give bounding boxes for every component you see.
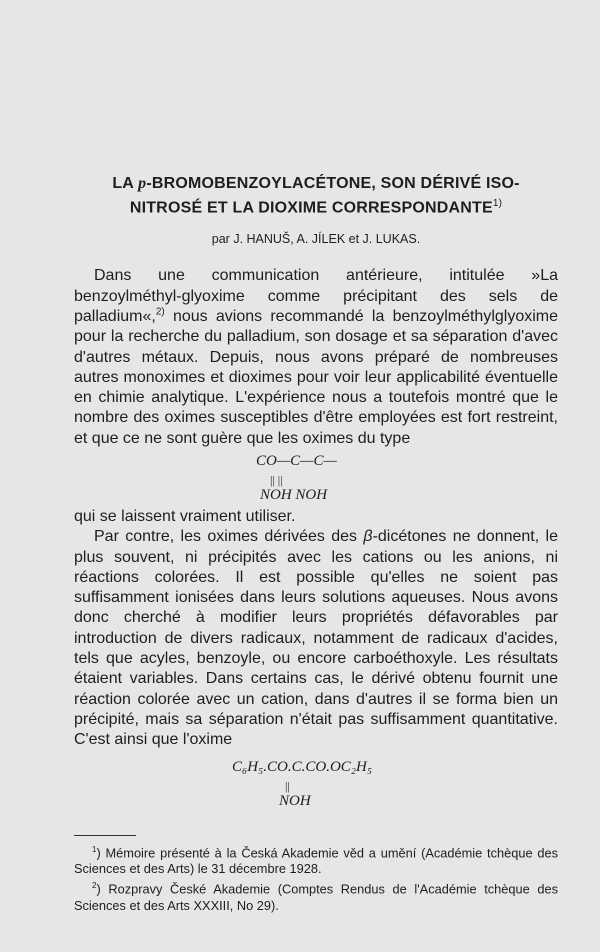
paragraph-2-text: -dicétones ne donnent, le plus souvent, ni précipités avec les cations ou les anions, ni réactions colorées. Il est possible qu'elles ne soient pas suffisamment ionisées dans leurs solutions aqueuses. Nous avons donc cherché à modifier leurs propriétés défavorables par introduction de divers radicaux, notamment de radicaux d'acides, tels que acyles, benzoyle, ou encore carboéthoxyle. Les résultats étaient variables. Dans certains cas, le dérivé obtenu fournit une réaction colorée avec un cation, dans d'autres il se forma bien un précipité, mais sa séparation n'était pas suffisamment quantitative. C'est ainsi que l'oxime [74, 528, 559, 749]
title-prefix: LA [112, 175, 139, 192]
formula2-bond: || [285, 778, 290, 793]
beta-symbol: β [363, 528, 373, 546]
footnote-2-mark: 2 [92, 880, 97, 890]
title-footnote-mark: 1) [492, 198, 503, 209]
paragraph-2 [74, 527, 558, 750]
footnote-2-text: ) Rozpravy České Akademie (Comptes Rendus de l'Académie tchèque des Sciences et des Arts XXXIII, No 29). [74, 881, 558, 913]
title-line2: NITROSÉ ET LA DIOXIME CORRESPONDANTE [129, 199, 493, 217]
paragraph-2-start: Par contre, les oximes dérivées des [94, 528, 364, 546]
article-body [74, 266, 558, 812]
formula1-bonds: || || [270, 473, 283, 487]
footnote-1 [74, 842, 558, 878]
footnotes [74, 842, 558, 915]
footnote-1-text: ) Mémoire présenté à la Česká Akademie věd a umění (Académie tchèque des Sciences et des Arts) le 31 décembre 1928. [74, 844, 558, 877]
title-para-prefix: p [138, 175, 147, 192]
paragraph-1-text-a: Dans une communication antérieure, intitulée »La benzoylméthyl-glyoxime comme précipitant des sels de palladium«, [74, 267, 558, 325]
formula2-top: C₆H₅.CO.C.CO.OC₂H₅ [232, 758, 373, 775]
formula2-bottom: NOH [279, 792, 311, 809]
oxime-type-formula [74, 449, 558, 507]
oxime-formula [74, 751, 558, 813]
footnote-2 [74, 878, 558, 914]
article-title [74, 174, 558, 218]
paragraph-1 [74, 266, 558, 449]
authors-line: par J. HANUŠ, A. JÍLEK et J. LUKAS. [211, 232, 421, 247]
paragraph-1-text-b: nous avions recommandé la benzoylméthylglyoxime pour la recherche du palladium, son dosage et sa séparation d'avec d'autres métaux. Depuis, nous avons préparé de nombreuses autres monoximes et dioximes pour voir leur applicabilité éventuelle en chimie analytique. L'expérience nous a toutefois montré que le nombre des oximes susceptibles d'être employées est fort restreint, et que ce ne sont guère que les oximes du type [74, 307, 558, 447]
formula1-bottom: NOH NOH [260, 487, 328, 503]
title-line1: -BROMOBENZOYLACÉTONE, SON DÉRIVÉ ISO- [146, 175, 520, 192]
footnote-1-mark: 1 [92, 844, 97, 854]
footnote-divider [74, 835, 136, 836]
formula1-top: CO—C—C— [256, 453, 337, 469]
footnote-ref-2: 2) [155, 306, 165, 318]
paragraph-1-end: qui se laissent vraiment utiliser. [74, 508, 296, 525]
